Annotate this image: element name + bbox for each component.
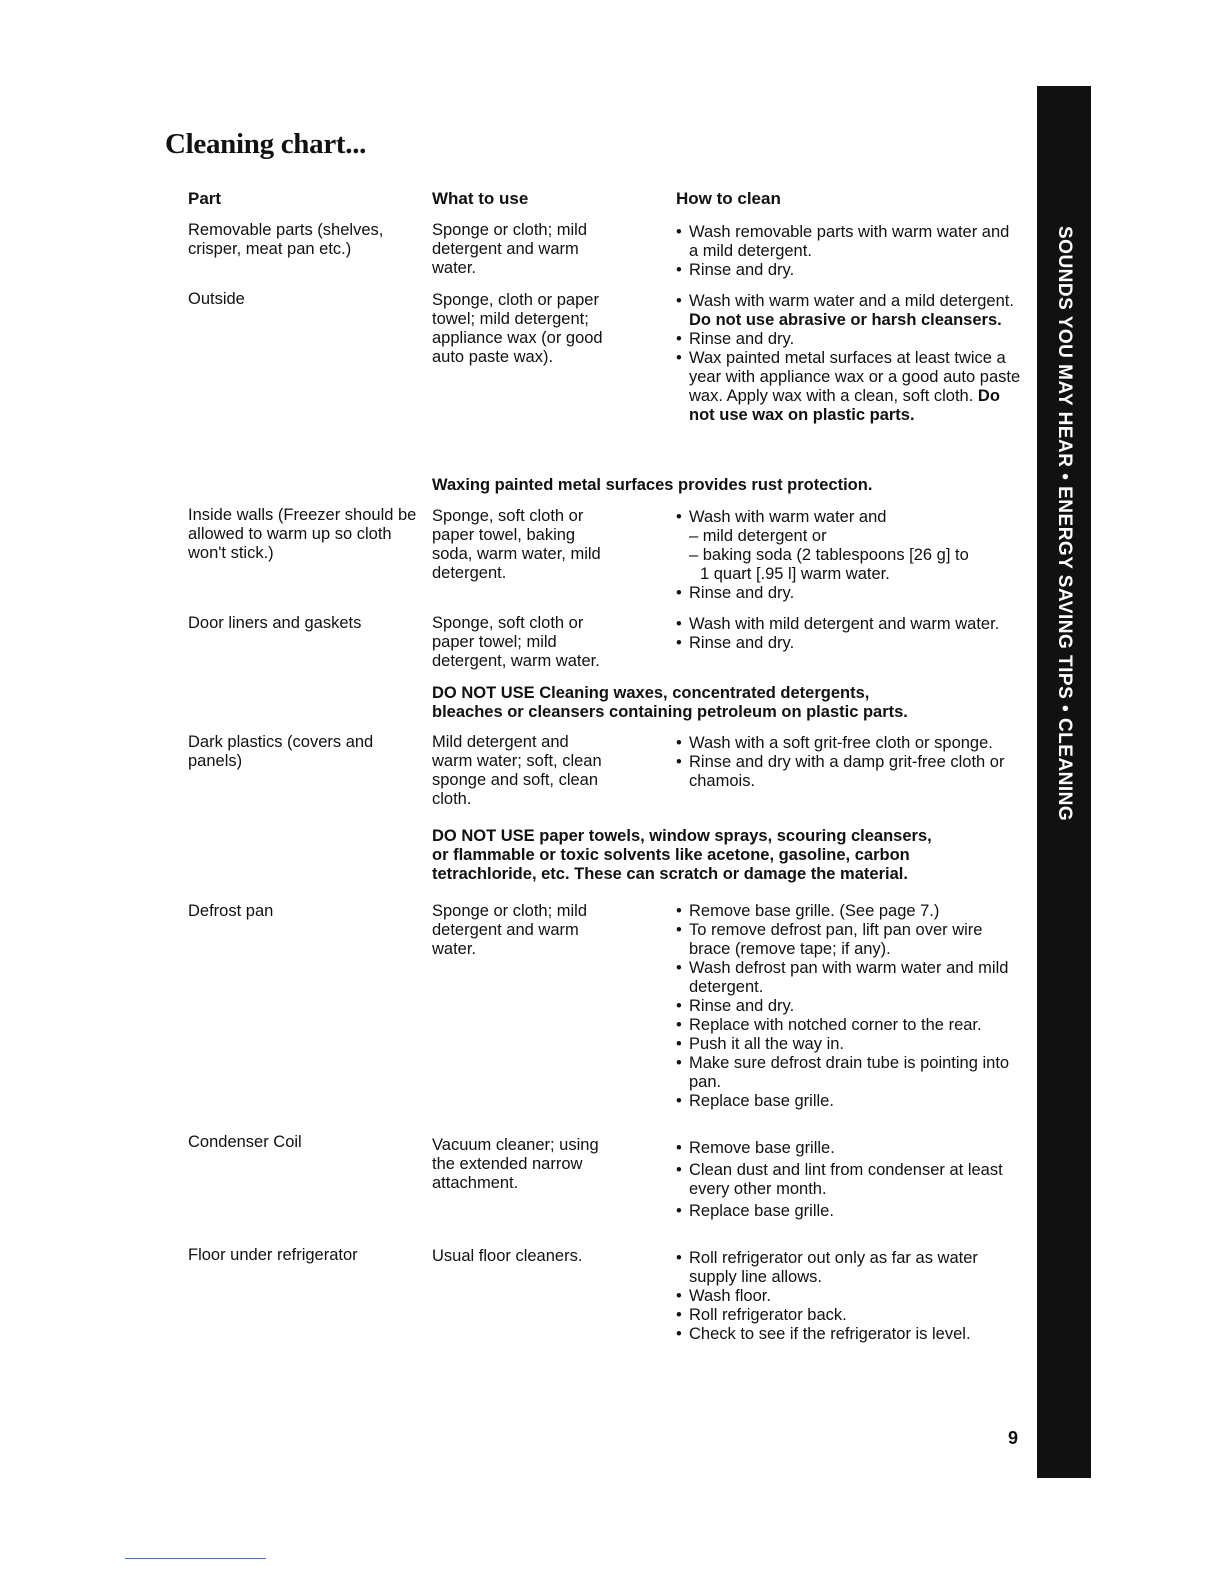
what-floor: Usual floor cleaners. [432,1247,583,1265]
list-item: • Replace base grille. [676,1202,1021,1221]
list-item: • Rinse and dry. [676,261,1021,280]
plastic-warning: DO NOT USE Cleaning waxes, concentrated detergents, bleaches or cleansers containing petroleum on plastic parts. [432,684,908,721]
part-column-header: Part [188,189,222,208]
part-outside: Outside [188,290,245,308]
part-defrost-pan: Defrost pan [188,902,274,920]
part-floor: Floor under refrigerator [188,1246,358,1264]
list-item: • Wash removable parts with warm water and a mild detergent. [676,223,1021,261]
waxing-note: Waxing painted metal surfaces provides rust protection. [432,476,873,494]
section-tab-sidebar [1037,86,1091,1478]
part-door-liners: Door liners and gaskets [188,614,362,632]
list-item: • Wash with a soft grit-free cloth or sponge. [676,734,1021,753]
list-item: • Check to see if the refrigerator is level. [676,1325,1021,1344]
list-item: • Rinse and dry. [676,584,1021,603]
list-item: • Wash with warm water and [676,508,1021,527]
part-removable-parts: Removable parts (shelves, crisper, meat pan etc.) [188,221,384,258]
how-door-liners [676,615,1021,653]
what-to-use-column-header: What to use [432,189,529,208]
how-inside-walls [676,508,1021,603]
list-item: • Wax painted metal surfaces at least twice a year with appliance wax or a good auto paste wax. Apply wax with a clean, soft cloth. Do not use wax on plastic parts. [676,349,1021,425]
what-dark-plastics: Mild detergent and warm water; soft, clean sponge and soft, clean cloth. [432,733,602,808]
list-item: • Wash defrost pan with warm water and mild detergent. [676,959,1021,997]
list-item: • Roll refrigerator out only as far as water supply line allows. [676,1249,1021,1287]
page-title: Cleaning chart... [165,128,367,160]
what-door-liners: Sponge, soft cloth or paper towel; mild detergent, warm water. [432,614,600,670]
list-item: • To remove defrost pan, lift pan over wire brace (remove tape; if any). [676,921,1021,959]
what-defrost-pan: Sponge or cloth; mild detergent and warm water. [432,902,588,958]
what-condenser-coil: Vacuum cleaner; using the extended narrow attachment. [432,1136,599,1192]
list-item: • Replace base grille. [676,1092,1021,1111]
list-item: • Replace with notched corner to the rear. [676,1016,1021,1035]
how-floor [676,1249,1021,1344]
how-to-clean-column-header: How to clean [676,189,781,208]
page-number: 9 [1008,1428,1019,1448]
list-item: • Roll refrigerator back. [676,1306,1021,1325]
list-item: • Clean dust and lint from condenser at least every other month. [676,1161,1021,1199]
list-item: – baking soda (2 tablespoons [26 g] to [689,546,969,564]
list-item: • Rinse and dry. [676,997,1021,1016]
how-dark-plastics [676,734,1021,791]
what-inside-walls: Sponge, soft cloth or paper towel, baking soda, warm water, mild detergent. [432,507,601,582]
list-item: • Remove base grille. (See page 7.) [676,902,1021,921]
part-condenser-coil: Condenser Coil [188,1133,302,1151]
list-item: • Rinse and dry with a damp grit-free cloth or chamois. [676,753,1021,791]
list-item: • Push it all the way in. [676,1035,1021,1054]
divider [125,1558,266,1559]
list-item: • Remove base grille. [676,1139,1021,1158]
list-item: • Wash with mild detergent and warm water. [676,615,1021,634]
dark-plastics-warning: DO NOT USE paper towels, window sprays, scouring cleansers, or flammable or toxic solvents like acetone, gasoline, carbon tetrachloride, etc. These can scratch or damage the material. [432,827,932,883]
how-removable-parts [676,223,1021,280]
part-dark-plastics: Dark plastics (covers and panels) [188,733,374,770]
list-item: • Rinse and dry. [676,330,1021,349]
what-outside: Sponge, cloth or paper towel; mild detergent; appliance wax (or good auto paste wax). [432,291,603,366]
part-inside-walls: Inside walls (Freezer should be allowed to warm up so cloth won't stick.) [188,506,417,562]
how-outside [676,292,1021,425]
list-item: – mild detergent or [689,527,827,545]
how-condenser-coil [676,1139,1021,1221]
list-item: • Make sure defrost drain tube is pointing into pan. [676,1054,1021,1092]
list-item: • Wash floor. [676,1287,1021,1306]
section-tab-label: SOUNDS YOU MAY HEAR • ENERGY SAVING TIPS • CLEANING [1054,226,1075,822]
list-item: 1 quart [.95 l] warm water. [700,565,890,583]
how-defrost-pan [676,902,1021,1111]
list-item: • Rinse and dry. [676,634,1021,653]
list-item: • Wash with warm water and a mild detergent. Do not use abrasive or harsh cleansers. [676,292,1021,330]
what-removable-parts: Sponge or cloth; mild detergent and warm water. [432,221,588,277]
